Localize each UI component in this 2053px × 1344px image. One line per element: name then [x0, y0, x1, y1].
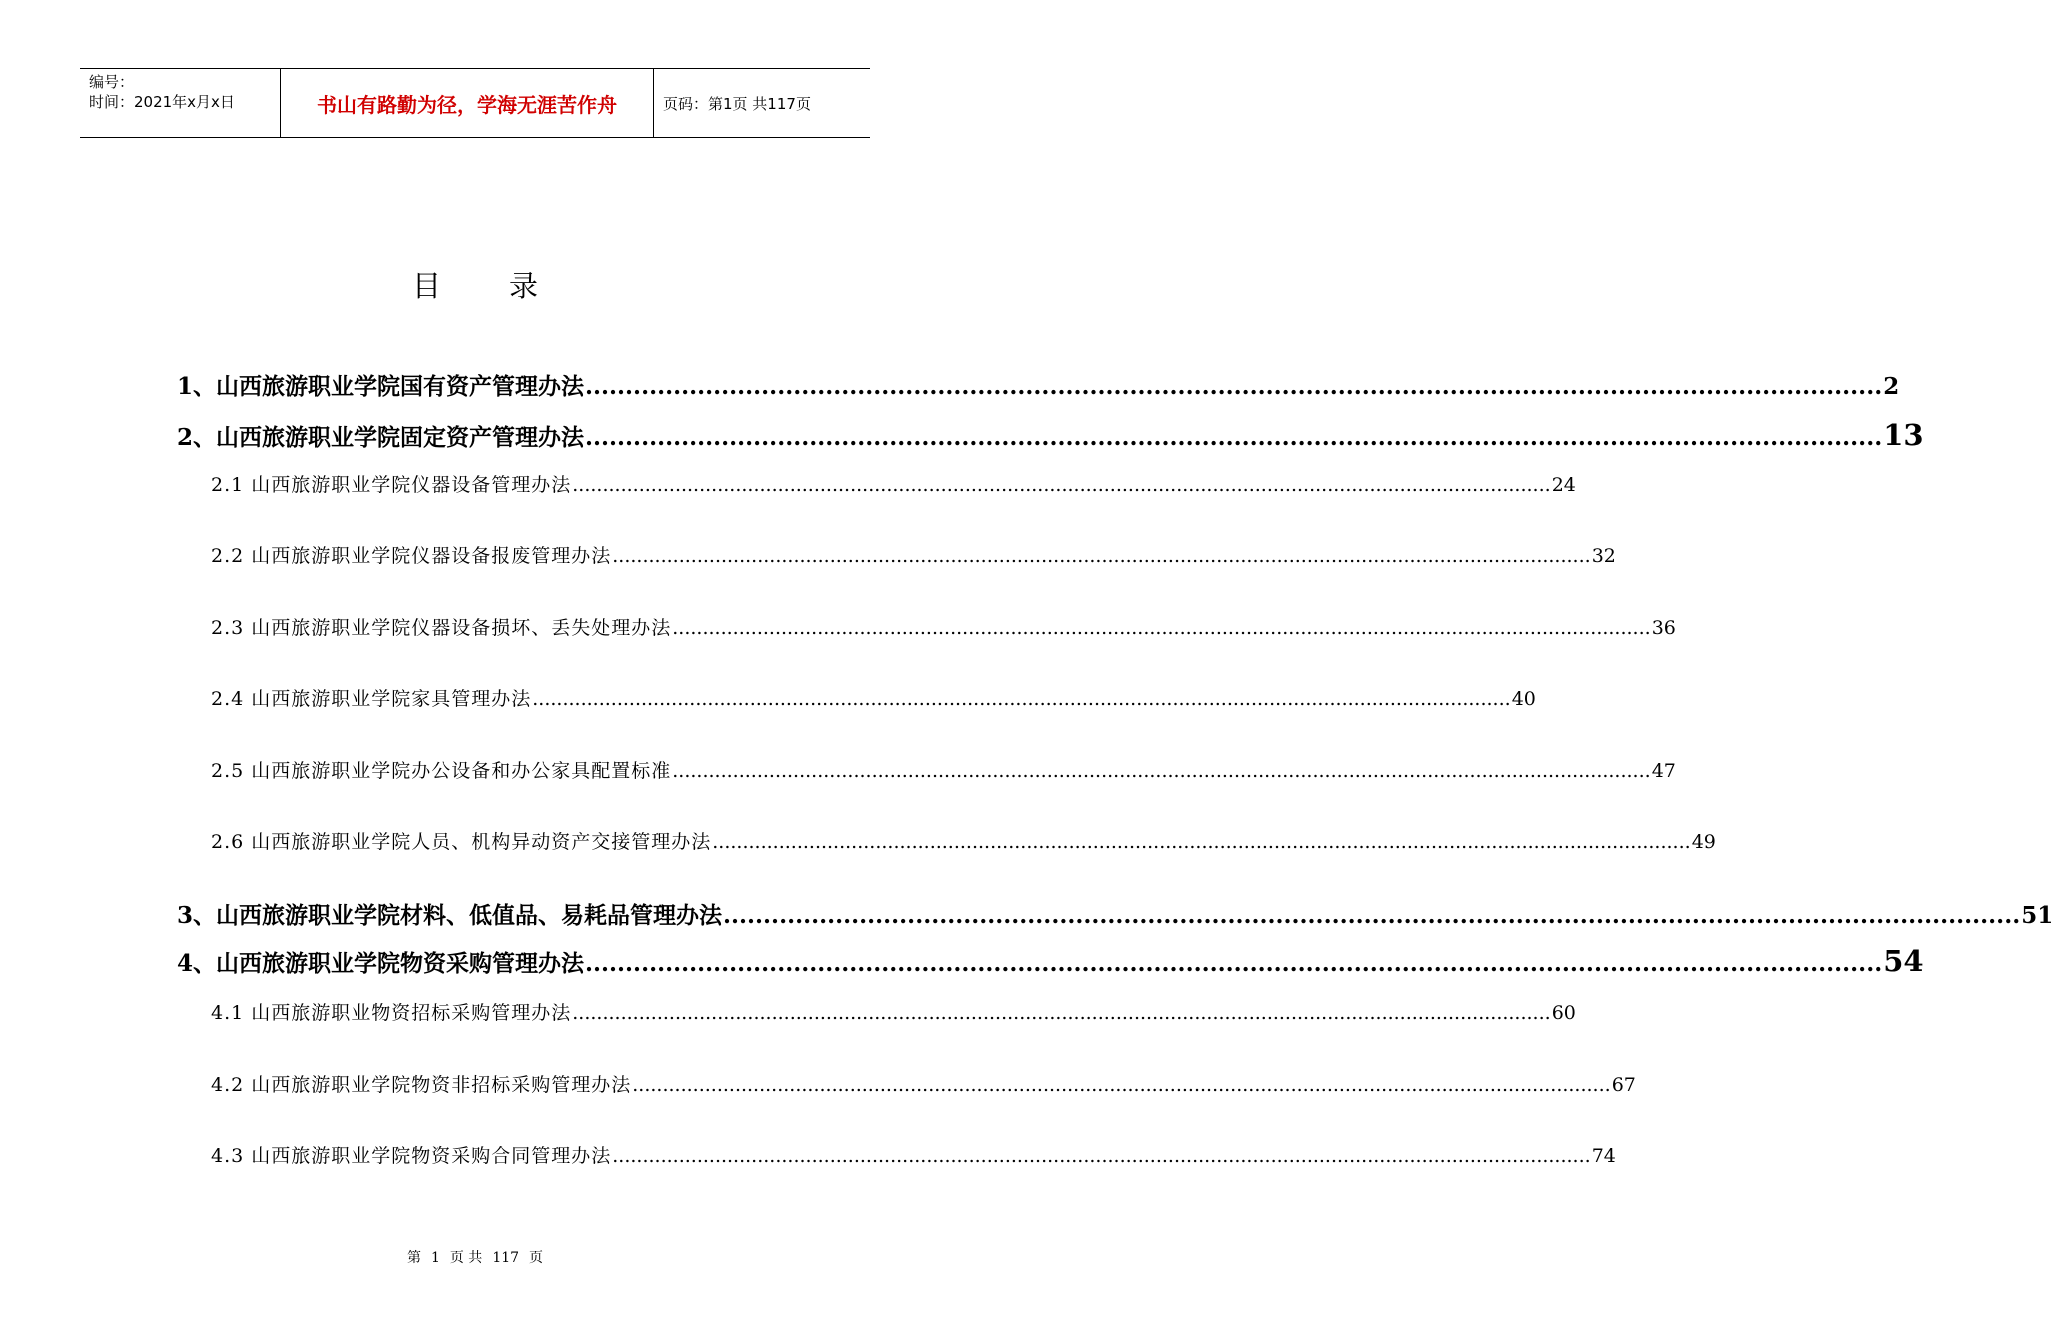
toc-entry[interactable] — [211, 470, 1576, 497]
toc-leader-dots: .................................................................................................................................................................. — [672, 617, 1651, 639]
toc-entry-page: 40 — [1511, 688, 1536, 710]
footer-suffix: 页 — [529, 1250, 544, 1266]
toc-entry[interactable] — [211, 1070, 1636, 1097]
toc-entry-label: 2、山西旅游职业学院固定资产管理办法 — [177, 424, 585, 451]
footer-page-number: 1 — [430, 1250, 440, 1266]
toc-entry[interactable] — [211, 756, 1676, 783]
toc-entry[interactable] — [211, 1141, 1616, 1168]
page-header — [80, 68, 870, 138]
toc-entry-label: 2.4 山西旅游职业学院家具管理办法 — [211, 688, 532, 710]
toc-leader-dots: .................................................................................................................................................................. — [632, 1074, 1611, 1096]
toc-leader-dots: .................................................................................................................................................................. — [672, 760, 1651, 782]
footer-mid: 页 共 — [449, 1250, 483, 1266]
footer-total-pages: 117 — [492, 1250, 520, 1266]
toc-entry-label: 4、山西旅游职业学院物资采购管理办法 — [177, 950, 585, 977]
document-number-label: 编号： — [89, 73, 135, 91]
toc-title: 目录 — [411, 269, 606, 303]
toc-entry-page: 51 — [2021, 902, 2053, 929]
page-footer — [0, 1247, 950, 1267]
toc-entry-page: 47 — [1651, 760, 1676, 782]
footer-prefix: 第 — [406, 1250, 421, 1266]
toc-entry-label: 2.3 山西旅游职业学院仪器设备损坏、丢失处理办法 — [211, 617, 672, 639]
toc-leader-dots: .................................................................................................................................................................. — [585, 950, 1883, 977]
toc-entry-label: 4.2 山西旅游职业学院物资非招标采购管理办法 — [211, 1074, 632, 1096]
toc-entry-page: 49 — [1691, 831, 1716, 853]
toc-leader-dots: .................................................................................................................................................................. — [585, 373, 1883, 400]
header-meta — [80, 69, 281, 137]
toc-leader-dots: .................................................................................................................................................................. — [572, 1002, 1551, 1024]
toc-leader-dots: .................................................................................................................................................................. — [723, 902, 2021, 929]
toc-leader-dots: .................................................................................................................................................................. — [612, 545, 1591, 567]
toc-entry[interactable] — [177, 897, 2053, 930]
toc-entry-label: 2.5 山西旅游职业学院办公设备和办公家具配置标准 — [211, 760, 672, 782]
toc-entry-page: 32 — [1591, 545, 1616, 567]
toc-entry[interactable] — [211, 613, 1676, 640]
toc-entry[interactable] — [177, 944, 1924, 978]
header-page-info: 页码：第1页 共117页 — [663, 94, 811, 113]
toc-entry-page: 2 — [1883, 373, 1900, 400]
toc-entry-label: 3、山西旅游职业学院材料、低值品、易耗品管理办法 — [177, 902, 723, 929]
toc-entry-page: 54 — [1883, 944, 1924, 978]
toc-leader-dots: .................................................................................................................................................................. — [532, 688, 1511, 710]
toc-leader-dots: .................................................................................................................................................................. — [572, 474, 1551, 496]
toc-entry[interactable] — [177, 368, 1900, 401]
toc-leader-dots: .................................................................................................................................................................. — [585, 424, 1883, 451]
toc-entry[interactable] — [177, 418, 1924, 452]
document-time-label: 时间：2021年x月x日 — [89, 93, 235, 111]
toc-entry-label: 2.6 山西旅游职业学院人员、机构异动资产交接管理办法 — [211, 831, 712, 853]
toc-entry-page: 67 — [1611, 1074, 1636, 1096]
toc-entry-label: 4.1 山西旅游职业物资招标采购管理办法 — [211, 1002, 572, 1024]
toc-leader-dots: .................................................................................................................................................................. — [712, 831, 1691, 853]
toc-entry-label: 1、山西旅游职业学院国有资产管理办法 — [177, 373, 585, 400]
toc-entry-label: 2.1 山西旅游职业学院仪器设备管理办法 — [211, 474, 572, 496]
toc-leader-dots: .................................................................................................................................................................. — [612, 1145, 1591, 1167]
header-motto: 书山有路勤为径，学海无涯苦作舟 — [281, 69, 654, 137]
toc-entry[interactable] — [211, 827, 1716, 854]
toc-entry-page: 24 — [1551, 474, 1576, 496]
toc-entry[interactable] — [211, 684, 1536, 711]
toc-entry-page: 60 — [1551, 1002, 1576, 1024]
toc-entry[interactable] — [211, 998, 1576, 1025]
toc-entry-page: 36 — [1651, 617, 1676, 639]
toc-entry[interactable] — [211, 541, 1616, 568]
toc-entry-label: 4.3 山西旅游职业学院物资采购合同管理办法 — [211, 1145, 612, 1167]
toc-entry-page: 74 — [1591, 1145, 1616, 1167]
toc-entry-page: 13 — [1883, 418, 1924, 452]
toc-entry-label: 2.2 山西旅游职业学院仪器设备报废管理办法 — [211, 545, 612, 567]
